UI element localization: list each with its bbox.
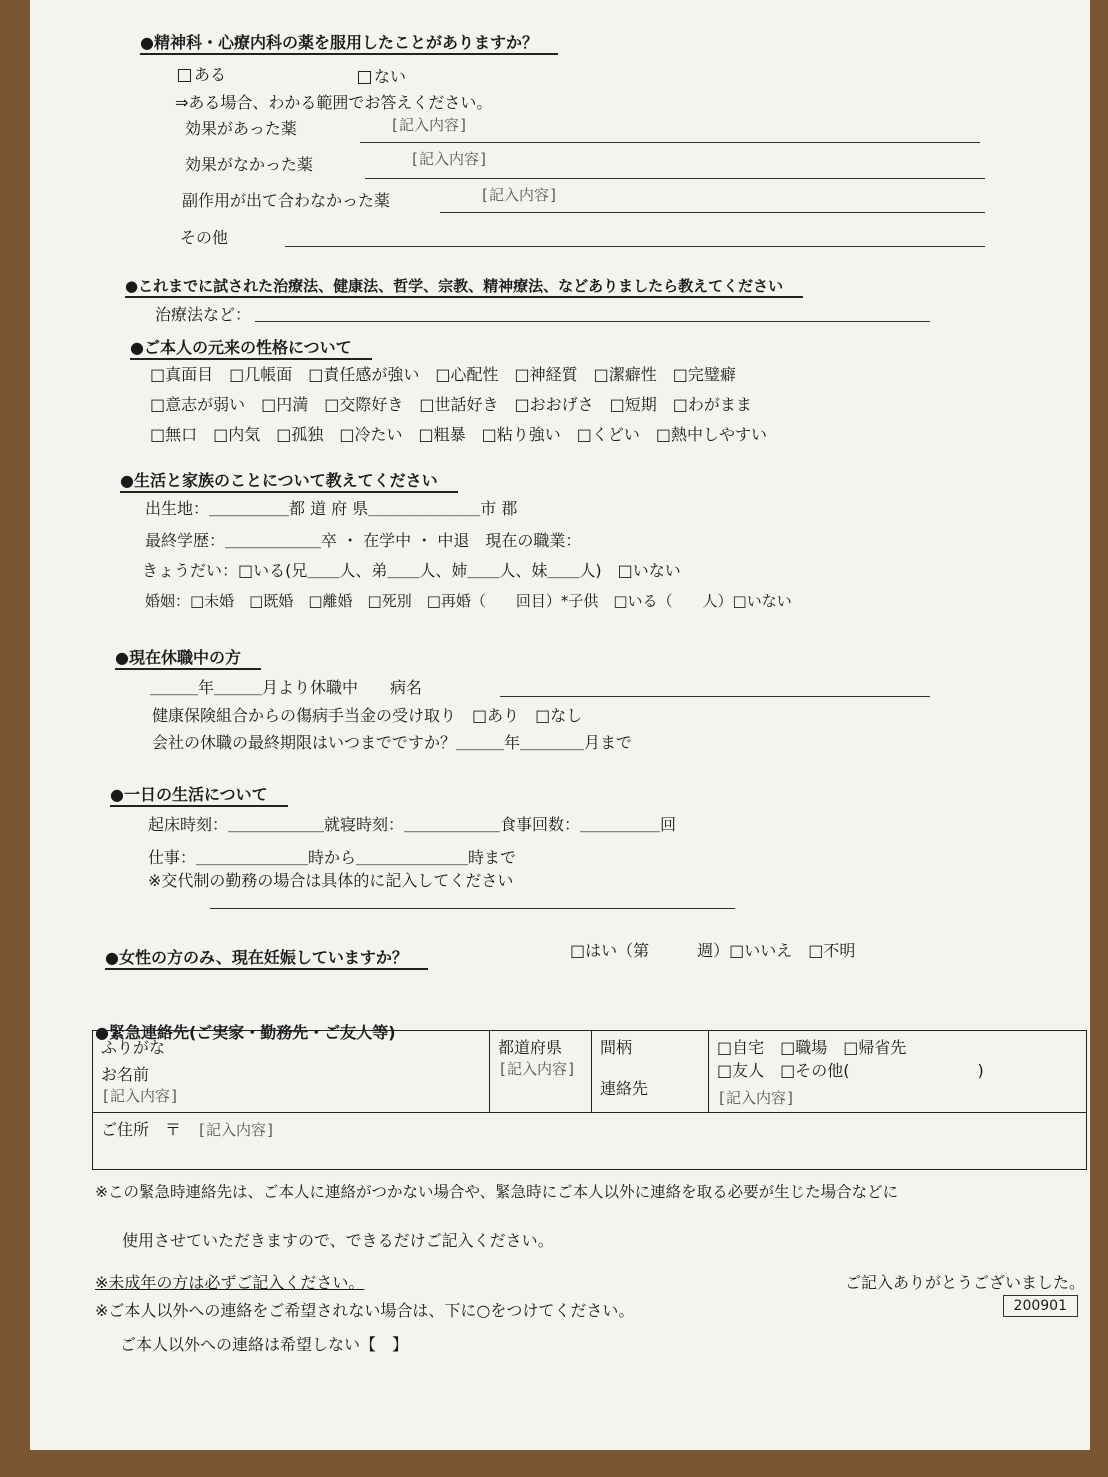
q2-label: 治療法など： [155,305,252,324]
note-3: ※未成年の方は必ずご記入ください。 [95,1273,365,1292]
q5-title: ●現在休職中の方 [115,645,261,670]
q6-l2: 仕事：＿＿＿＿＿＿＿時から＿＿＿＿＿＿＿時まで [148,848,517,867]
q1-ineffective-label: 効果がなかった薬 [185,155,314,174]
q1-note: ⇒ある場合、わかる範囲でお答えください。 [175,93,493,112]
q5-l3: 会社の休職の最終期限はいつまでですか？＿＿＿年＿＿＿＿月まで [152,733,633,752]
furigana-label: ふりがな [101,1038,166,1057]
note-4: ※ご本人以外への連絡をご希望されない場合は、下に○をつけてください。 [95,1301,635,1320]
q1-no: ない [374,67,407,86]
q3-title: ●ご本人の元来の性格について [130,335,372,360]
checkbox[interactable] [358,71,371,84]
q4-edu: 最終学歴：＿＿＿＿＿＿卒 ・ 在学中 ・ 中退 現在の職業： [145,531,582,550]
relation-label: 間柄 [600,1038,633,1057]
q6-l3: ※交代制の勤務の場合は具体的に記入してください [148,871,514,890]
q7-title: ●女性の方のみ、現在妊娠していますか？ [105,945,428,970]
q2-title: ●これまでに試された治療法、健康法、哲学、宗教、精神療法、などありましたら教えてください [125,275,803,298]
emergency-contact-table [92,1030,1087,1170]
note-5: ご本人以外への連絡は希望しない【 】 [120,1335,409,1354]
contact-label: 連絡先 [600,1079,649,1098]
q1-effective-label: 効果があった薬 [185,119,297,138]
form-code: 200901 [1003,1295,1078,1317]
q4-marriage: 婚姻：□未婚 □既婚 □離婚 □死別 □再婚（ 回目）*子供 □いる（ 人）□いない [145,592,792,610]
q1-side-value: [記入内容] [480,186,559,204]
q1-ineffective-value: [記入内容] [410,150,489,168]
pref-value: [記入内容] [498,1060,577,1078]
q6-title: ●一日の生活について [110,782,288,807]
q4-birth: 出生地：＿＿＿＿＿都 道 府 県＿＿＿＿＿＿＿市 郡 [145,499,518,518]
q4-title: ●生活と家族のことについて教えてください [120,468,458,493]
note-1: ※この緊急時連絡先は、ご本人に連絡がつかない場合や、緊急時にご本人以外に連絡を取る必要が生じた場合などに [95,1183,899,1201]
name-value: [記入内容] [101,1087,180,1105]
q3-row2: □意志が弱い □円満 □交際好き □世話好き □おおげさ □短期 □わがまま [150,395,752,414]
q3-row3: □無口 □内気 □孤独 □冷たい □粗暴 □粘り強い □くどい □熱中しやすい [150,425,767,444]
contact-value: [記入内容] [717,1089,796,1107]
note-2: 使用させていただきますので、できるだけご記入ください。 [122,1231,554,1250]
name-label: お名前 [101,1065,150,1084]
relation-opts1: □自宅 □職場 □帰省先 [717,1038,907,1057]
pref-label: 都道府県 [498,1038,563,1057]
relation-opts2: □友人 □その他( ) [717,1061,984,1080]
q8-title: ●緊急連絡先(ご実家・勤務先・ご友人等) [95,1023,396,1042]
q5-l1: ＿＿＿年＿＿＿月より休職中 病名 [150,678,423,697]
q1-title: ●精神科・心療内科の薬を服用したことがありますか？ [140,30,558,55]
q1-effective-value: [記入内容] [390,116,469,134]
address-value: [記入内容] [197,1121,276,1139]
q7-opts: □はい（第 週）□いいえ □不明 [570,941,856,960]
address-label: ご住所 〒 [101,1120,182,1139]
checkbox[interactable] [178,69,191,82]
q6-l1: 起床時刻：＿＿＿＿＿＿就寝時刻：＿＿＿＿＿＿食事回数：＿＿＿＿＿回 [148,815,677,834]
form-page [30,0,1090,1450]
q1-other-label: その他 [180,228,229,247]
thanks: ご記入ありがとうございました。 [845,1273,1086,1292]
q3-row1: □真面目 □几帳面 □責任感が強い □心配性 □神経質 □潔癖性 □完璧癖 [150,365,736,384]
q4-sib: きょうだい：□いる(兄＿＿人、弟＿＿人、姉＿＿人、妹＿＿人) □いない [142,561,681,580]
q5-l2: 健康保険組合からの傷病手当金の受け取り □あり □なし [152,706,583,725]
q1-side-label: 副作用が出て合わなかった薬 [182,191,391,210]
q1-yes: ある [194,65,227,84]
